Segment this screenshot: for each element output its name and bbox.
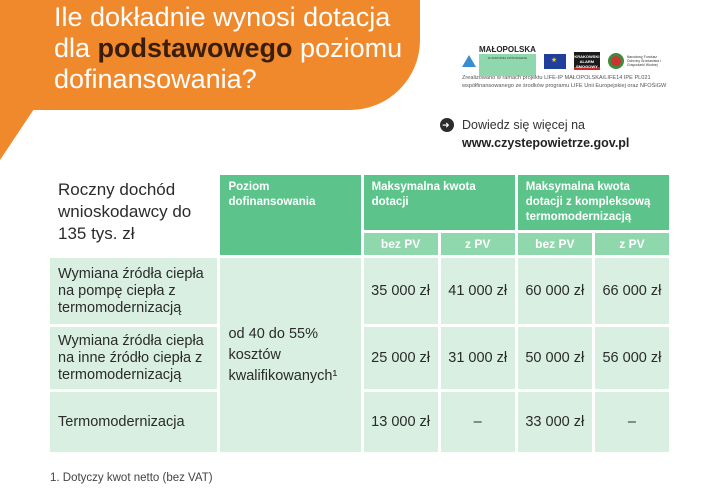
value-cell: 25 000 zł [364, 327, 438, 389]
value-cell: 60 000 zł [518, 258, 592, 324]
row-label-other-source: Wymiana źródła ciepła na inne źródło ciepła z termomodernizacją [50, 327, 217, 389]
subheader-pv: z PV [441, 233, 515, 255]
website-url[interactable]: www.czystepowietrze.gov.pl [462, 136, 630, 150]
eu-flag-logo [544, 54, 566, 69]
more-info-link[interactable] [440, 116, 680, 152]
funding-level-value: od 40 do 55% kosztów kwalifikowanych¹ [220, 258, 360, 452]
value-cell: 13 000 zł [364, 392, 438, 452]
value-cell: 41 000 zł [441, 258, 515, 324]
subsidy-table [47, 172, 672, 455]
value-cell: 66 000 zł [595, 258, 669, 324]
krakowski-alarm-smogowy-logo: KRAKOWSKI ALARM SMOGOWY [574, 54, 600, 69]
row-label-thermomodernization: Termomodernizacja [50, 392, 217, 452]
funding-note: Zrealizowano w ramach projektu LIFE-IP MAŁOPOLSKA/LIFE14 IPE PL021 współfinansowanego ze środków programu LIFE Unii Europejskiej oraz NFOŚiGW [462, 75, 667, 89]
nfosigw-emblem-icon [608, 53, 624, 69]
value-cell: 50 000 zł [518, 327, 592, 389]
subheader-no-pv-thermo: bez PV [518, 233, 592, 255]
malopolska-mark-icon [462, 55, 476, 67]
value-cell: – [595, 392, 669, 452]
subsidy-table-container [50, 172, 672, 455]
income-threshold-header: Roczny dochód wnioskodawcy do 135 tys. zł [50, 175, 217, 255]
max-subsidy-header: Maksymalna kwota dotacji [364, 175, 515, 230]
subheader-pv-thermo: z PV [595, 233, 669, 255]
partner-logos [462, 45, 672, 72]
more-info-text: Dowiedz się więcej na [462, 118, 585, 132]
arrow-right-icon [440, 118, 454, 132]
page-title: Ile dokładnie wynosi dotacja dla podstawowego poziomu dofinansowania? [54, 2, 403, 94]
header-banner-tail [0, 100, 40, 160]
value-cell: – [441, 392, 515, 452]
max-subsidy-thermo-header: Maksymalna kwota dotacji z kompleksową termomodernizacją [518, 175, 669, 230]
nfosigw-logo: Narodowy Fundusz Ochrony Środowiska i Gospodarki Wodnej [608, 53, 663, 69]
value-cell: 35 000 zł [364, 258, 438, 324]
value-cell: 33 000 zł [518, 392, 592, 452]
malopolska-logo: MAŁOPOLSKA W ZDROWEJ ATMOSFERZE [462, 46, 536, 76]
table-row [50, 258, 669, 324]
value-cell: 56 000 zł [595, 327, 669, 389]
footnote: 1. Dotyczy kwot netto (bez VAT) [50, 472, 213, 484]
title-highlight: podstawowego [97, 33, 293, 63]
subheader-no-pv: bez PV [364, 233, 438, 255]
value-cell: 31 000 zł [441, 327, 515, 389]
row-label-heat-pump: Wymiana źródła ciepła na pompę ciepła z termomodernizacją [50, 258, 217, 324]
funding-level-header: Poziom dofinansowania [220, 175, 360, 255]
